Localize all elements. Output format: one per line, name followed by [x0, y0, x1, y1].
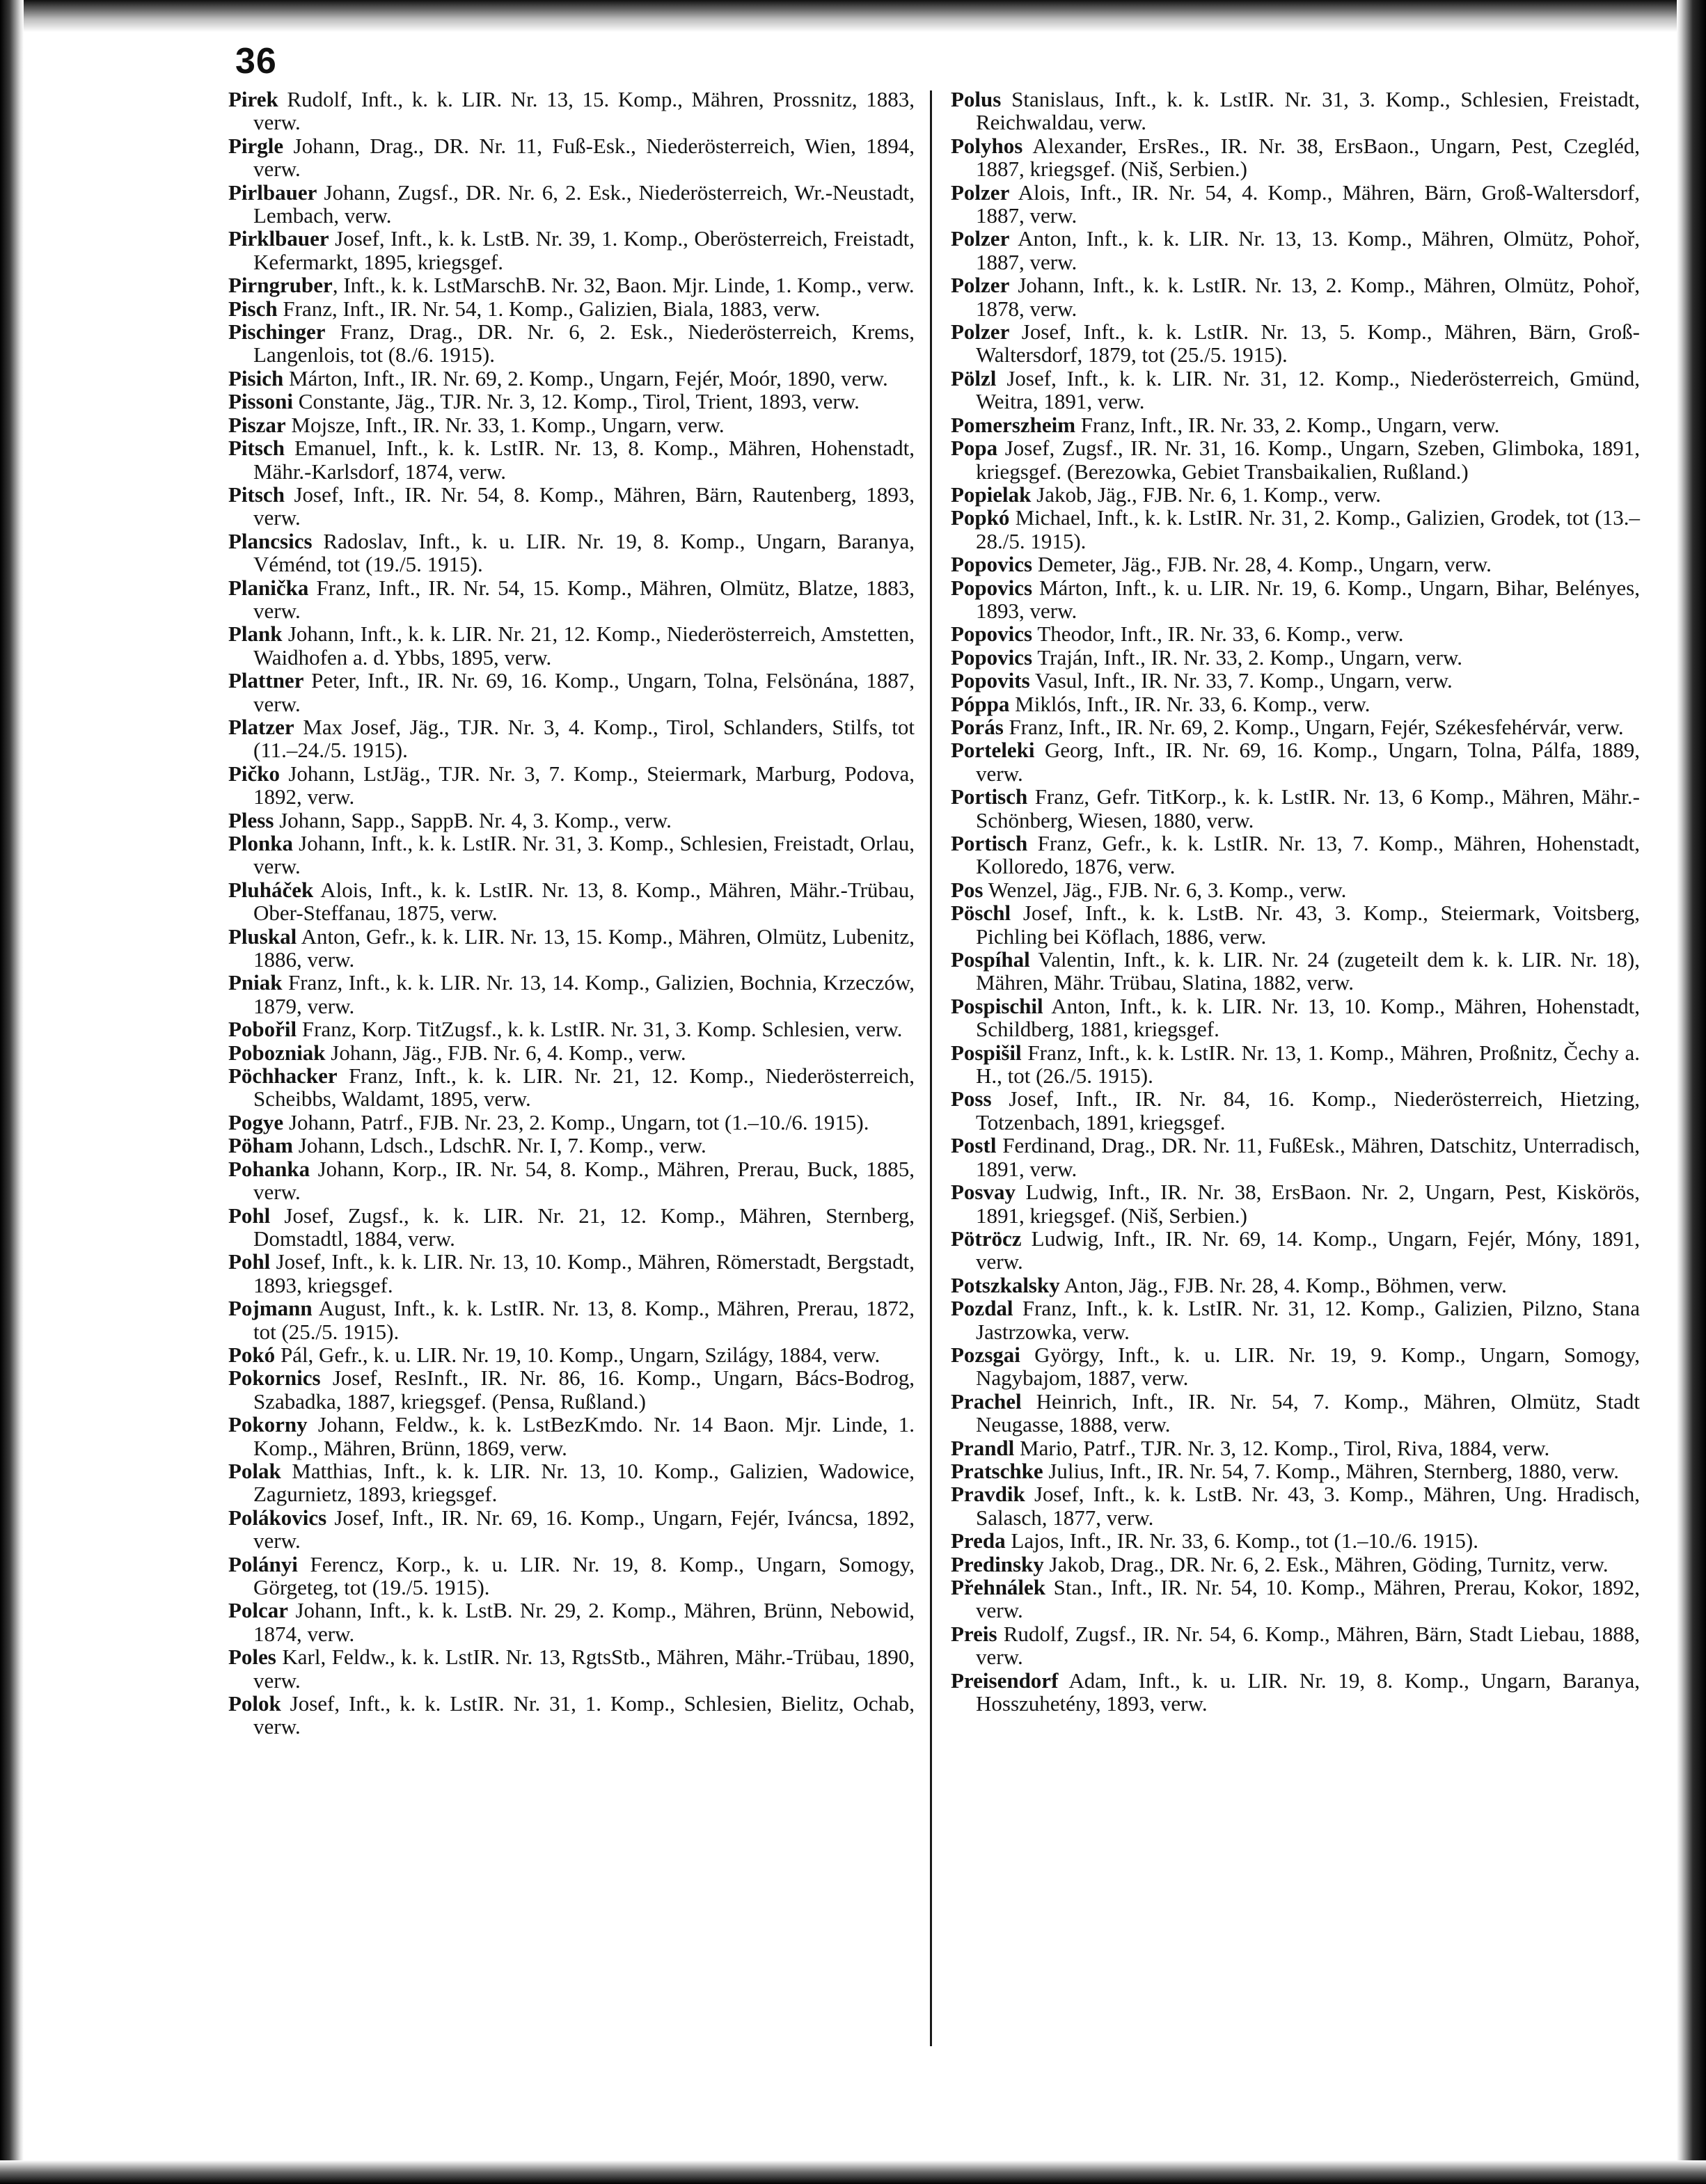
- left-column: [228, 88, 915, 1739]
- entry-surname: Popovics: [951, 622, 1033, 647]
- entry-details: Theodor, Inft., IR. Nr. 33, 6. Komp., verw.: [1032, 622, 1404, 647]
- entry-surname: Porteleki: [951, 738, 1035, 763]
- entry-surname: Polcar: [228, 1598, 289, 1623]
- list-entry: [951, 832, 1640, 878]
- list-entry: [951, 1482, 1640, 1529]
- entry-details: Franz, Gefr. TitKorp., k. k. LstIR. Nr. 13, 6 Komp., Mähren, Mähr.-Schönberg, Wiesen, 1880, verw.: [976, 784, 1640, 832]
- list-entry: [951, 367, 1640, 413]
- entry-surname: Polus: [951, 87, 1002, 111]
- entry-surname: Pitsch: [228, 482, 285, 507]
- entry-surname: Postl: [951, 1133, 997, 1158]
- entry-details: Josef, Inft., k. k. LstIR. Nr. 13, 5. Komp., Mähren, Bärn, Groß-Waltersdorf, 1879, tot (25./5. 1915).: [976, 319, 1640, 367]
- entry-details: Rudolf, Inft., k. k. LIR. Nr. 13, 15. Komp., Mähren, Prossnitz, 1883, verw.: [253, 87, 915, 135]
- entry-details: Alois, Inft., IR. Nr. 54, 4. Komp., Mähren, Bärn, Groß-Waltersdorf, 1887, verw.: [976, 180, 1640, 228]
- list-entry: [228, 1041, 915, 1064]
- list-entry: [228, 669, 915, 715]
- entry-details: Peter, Inft., IR. Nr. 69, 16. Komp., Ungarn, Tolna, Felsönána, 1887, verw.: [253, 668, 915, 716]
- list-entry: [951, 901, 1640, 948]
- entry-surname: Popielak: [951, 482, 1032, 507]
- list-entry: [951, 669, 1640, 692]
- list-entry: [951, 1437, 1640, 1459]
- entry-surname: Predinsky: [951, 1551, 1044, 1576]
- entry-surname: Plattner: [228, 668, 304, 693]
- entry-details: , Inft., k. k. LstMarschB. Nr. 32, Baon. Mjr. Linde, 1. Komp., verw.: [332, 273, 915, 298]
- list-entry: [951, 785, 1640, 832]
- list-entry: [228, 1250, 915, 1297]
- list-entry: [951, 274, 1640, 320]
- list-entry: [228, 1343, 915, 1366]
- entry-surname: Pluskal: [228, 924, 297, 949]
- entry-surname: Prandl: [951, 1435, 1015, 1460]
- entry-details: Johann, Jäg., FJB. Nr. 6, 4. Komp., verw.: [325, 1040, 686, 1065]
- entry-details: Constante, Jäg., TJR. Nr. 3, 12. Komp., Tirol, Trient, 1893, verw.: [293, 389, 860, 414]
- entry-details: Josef, Inft., k. k. LIR. Nr. 31, 12. Komp., Niederösterreich, Gmünd, Weitra, 1891, verw.: [976, 365, 1640, 414]
- entry-surname: Platzer: [228, 714, 294, 739]
- entry-surname: Polányi: [228, 1551, 298, 1576]
- list-entry: [228, 88, 915, 134]
- entry-details: Johann, Feldw., k. k. LstBezKmdo. Nr. 14 Baon. Mjr. Linde, 1. Komp., Mähren, Brünn, 1869, verw.: [253, 1412, 915, 1460]
- list-entry: [228, 1134, 915, 1157]
- list-entry: [951, 1087, 1640, 1134]
- scan-shadow-right: [1677, 0, 1706, 2184]
- entry-details: Franz, Inft., IR. Nr. 69, 2. Komp., Ungarn, Fejér, Székesfehérvár, verw.: [1003, 714, 1624, 739]
- list-entry: [951, 995, 1640, 1041]
- list-entry: [228, 134, 915, 181]
- entry-details: Pál, Gefr., k. u. LIR. Nr. 19, 10. Komp., Ungarn, Szilágy, 1884, verw.: [275, 1342, 880, 1367]
- entry-details: Miklós, Inft., IR. Nr. 33, 6. Komp., verw.: [1009, 691, 1371, 716]
- entry-details: Franz, Inft., k. k. LstIR. Nr. 13, 1. Komp., Mähren, Proßnitz, Čechy a. H., tot (26./5. 1915).: [976, 1040, 1640, 1089]
- entry-details: Alexander, ErsRes., IR. Nr. 38, ErsBaon., Ungarn, Pest, Czegléd, 1887, kriegsgef. (Niš, Serbien.): [976, 133, 1640, 182]
- scan-shadow-bottom: [0, 2160, 1706, 2184]
- list-entry: [951, 1343, 1640, 1390]
- entry-details: Emanuel, Inft., k. k. LstIR. Nr. 13, 8. Komp., Mähren, Hohenstadt, Mähr.-Karlsdorf, 1874, verw.: [253, 436, 915, 484]
- entry-surname: Pöham: [228, 1133, 293, 1158]
- list-entry: [951, 1576, 1640, 1622]
- list-entry: [951, 1622, 1640, 1669]
- list-entry: [951, 436, 1640, 483]
- list-entry: [228, 1692, 915, 1739]
- list-entry: [228, 925, 915, 972]
- list-entry: [951, 1041, 1640, 1088]
- entry-details: Ludwig, Inft., IR. Nr. 69, 14. Komp., Ungarn, Fejér, Móny, 1891, verw.: [976, 1226, 1640, 1274]
- list-entry: [228, 878, 915, 925]
- list-entry: [951, 483, 1640, 506]
- entry-details: Franz, Inft., k. k. LIR. Nr. 13, 14. Komp., Galizien, Bochnia, Krzeczów, 1879, verw.: [253, 970, 915, 1018]
- entry-details: Vasul, Inft., IR. Nr. 33, 7. Komp., Ungarn, verw.: [1029, 668, 1453, 693]
- entry-details: Johann, Inft., k. k. LstIR. Nr. 13, 2. Komp., Mähren, Olmütz, Pohoř, 1878, verw.: [976, 273, 1640, 321]
- list-entry: [228, 227, 915, 274]
- list-entry: [228, 1064, 915, 1111]
- list-entry: [951, 738, 1640, 785]
- entry-surname: Preis: [951, 1621, 997, 1646]
- entry-surname: Planička: [228, 575, 309, 600]
- entry-details: Anton, Inft., k. k. LIR. Nr. 13, 10. Komp., Mähren, Hohenstadt, Schildberg, 1881, kriegsgef.: [976, 993, 1640, 1042]
- entry-details: Johann, Drag., DR. Nr. 11, Fuß-Esk., Niederösterreich, Wien, 1894, verw.: [253, 133, 915, 182]
- list-entry: [951, 181, 1640, 228]
- entry-details: Josef, Zugsf., IR. Nr. 31, 16. Komp., Ungarn, Szeben, Glimboka, 1891, kriegsgef. (Berezowka, Gebiet Transbaikalien, Rußland.): [976, 436, 1640, 484]
- entry-surname: Pohl: [228, 1203, 271, 1228]
- entry-details: Mario, Patrf., TJR. Nr. 3, 12. Komp., Tirol, Riva, 1884, verw.: [1014, 1435, 1550, 1460]
- entry-surname: Pobozniak: [228, 1040, 326, 1065]
- entry-surname: Pravdik: [951, 1482, 1025, 1507]
- entry-details: Valentin, Inft., k. k. LIR. Nr. 24 (zugeteilt dem k. k. LIR. Nr. 18), Mähren, Mähr. Trübau, Slatina, 1882, verw.: [976, 947, 1640, 995]
- entry-details: Josef, Inft., IR. Nr. 84, 16. Komp., Niederösterreich, Hietzing, Totzenbach, 1891, kriegsgef.: [976, 1086, 1640, 1134]
- list-entry: [951, 715, 1640, 738]
- entry-surname: Pobořil: [228, 1017, 297, 1042]
- entry-surname: Plonka: [228, 831, 294, 855]
- entry-details: Johann, Patrf., FJB. Nr. 23, 2. Komp., Ungarn, tot (1.–10./6. 1915).: [283, 1109, 869, 1134]
- list-entry: [951, 693, 1640, 715]
- entry-surname: Pohl: [228, 1249, 271, 1274]
- list-entry: [951, 227, 1640, 274]
- entry-details: Stan., Inft., IR. Nr. 54, 10. Komp., Mähren, Prerau, Kokor, 1892, verw.: [976, 1575, 1640, 1623]
- entry-surname: Prachel: [951, 1388, 1022, 1414]
- entry-surname: Pisich: [228, 365, 284, 390]
- entry-details: Max Josef, Jäg., TJR. Nr. 3, 4. Komp., Tirol, Schlanders, Stilfs, tot (11.–24./5. 1915).: [253, 714, 915, 763]
- list-entry: [228, 715, 915, 762]
- list-entry: [228, 413, 915, 436]
- list-entry: [951, 1459, 1640, 1482]
- entry-details: Franz, Inft., k. k. LIR. Nr. 21, 12. Komp., Niederösterreich, Scheibbs, Waldamt, 1895, verw.: [253, 1063, 915, 1111]
- list-entry: [228, 1599, 915, 1645]
- entry-surname: Preisendorf: [951, 1668, 1059, 1693]
- entry-details: Johann, LstJäg., TJR. Nr. 3, 7. Komp., Steiermark, Marburg, Podova, 1892, verw.: [253, 761, 915, 809]
- entry-surname: Poss: [951, 1086, 992, 1111]
- entry-details: Wenzel, Jäg., FJB. Nr. 6, 3. Komp., verw.: [983, 877, 1347, 902]
- entry-surname: Pirngruber: [228, 273, 333, 298]
- entry-surname: Porás: [951, 714, 1004, 739]
- list-entry: [951, 622, 1640, 645]
- entry-details: Radoslav, Inft., k. u. LIR. Nr. 19, 8. Komp., Ungarn, Baranya, Véménd, tot (19./5. 1915).: [253, 528, 915, 577]
- entry-surname: Popovics: [951, 552, 1033, 577]
- entry-details: Anton, Gefr., k. k. LIR. Nr. 13, 15. Komp., Mähren, Olmütz, Lubenitz, 1886, verw.: [253, 924, 915, 972]
- entry-details: Matthias, Inft., k. k. LIR. Nr. 13, 10. Komp., Galizien, Wadowice, Zagurnietz, 1893, kriegsgef.: [253, 1458, 915, 1507]
- entry-surname: Polok: [228, 1691, 281, 1716]
- entry-details: Johann, Korp., IR. Nr. 54, 8. Komp., Mähren, Prerau, Buck, 1885, verw.: [253, 1156, 915, 1205]
- entry-details: Márton, Inft., k. u. LIR. Nr. 19, 6. Komp., Ungarn, Bihar, Belényes, 1893, verw.: [976, 575, 1640, 623]
- entry-surname: Pirgle: [228, 133, 284, 158]
- list-entry: [951, 134, 1640, 181]
- entry-surname: Pöschl: [951, 901, 1011, 926]
- entry-details: Franz, Korp. TitZugsf., k. k. LstIR. Nr. 31, 3. Komp. Schlesien, verw.: [297, 1017, 903, 1042]
- entry-details: Josef, Zugsf., k. k. LIR. Nr. 21, 12. Komp., Mähren, Sternberg, Domstadtl, 1884, verw.: [253, 1203, 915, 1251]
- list-entry: [228, 1645, 915, 1692]
- list-entry: [228, 320, 915, 367]
- entry-details: Johann, Inft., k. k. LstB. Nr. 29, 2. Komp., Mähren, Brünn, Nebowid, 1874, verw.: [253, 1598, 915, 1646]
- entry-details: Márton, Inft., IR. Nr. 69, 2. Komp., Ungarn, Fejér, Moór, 1890, verw.: [283, 365, 888, 390]
- list-entry: [228, 576, 915, 623]
- entry-surname: Potszkalsky: [951, 1272, 1060, 1297]
- entry-details: Franz, Gefr., k. k. LstIR. Nr. 13, 7. Komp., Mähren, Hohenstadt, Kolloredo, 1876, verw.: [976, 831, 1640, 879]
- entry-surname: Pissoni: [228, 389, 294, 414]
- scan-shadow-top: [0, 0, 1706, 32]
- list-entry: [951, 1134, 1640, 1180]
- list-entry: [228, 390, 915, 413]
- list-entry: [228, 1157, 915, 1204]
- entry-details: Josef, Inft., IR. Nr. 69, 16. Komp., Ungarn, Fejér, Iváncsa, 1892, verw.: [253, 1505, 915, 1553]
- entry-details: Johann, Inft., k. k. LIR. Nr. 21, 12. Komp., Niederösterreich, Amstetten, Waidhofen a. d. Ybbs, 1895, verw.: [253, 622, 915, 670]
- list-entry: [951, 576, 1640, 623]
- entry-surname: Pohanka: [228, 1156, 310, 1181]
- list-entry: [951, 1227, 1640, 1274]
- entry-details: Franz, Inft., IR. Nr. 54, 1. Komp., Galizien, Biala, 1883, verw.: [277, 296, 821, 321]
- entry-details: August, Inft., k. k. LstIR. Nr. 13, 8. Komp., Mähren, Prerau, 1872, tot (25./5. 1915).: [253, 1296, 915, 1344]
- entry-details: Josef, Inft., k. k. LstB. Nr. 39, 1. Komp., Oberösterreich, Freistadt, Kefermarkt, 1895, kriegsgef.: [253, 226, 915, 274]
- entry-details: Alois, Inft., k. k. LstIR. Nr. 13, 8. Komp., Mähren, Mähr.-Trübau, Ober-Steffanau, 1875, verw.: [253, 877, 915, 926]
- entry-details: Franz, Inft., k. k. LstIR. Nr. 31, 12. Komp., Galizien, Pilzno, Stana Jastrzowka, verw.: [976, 1296, 1640, 1344]
- entry-details: Stanislaus, Inft., k. k. LstIR. Nr. 31, 3. Komp., Schlesien, Freistadt, Reichwaldau, verw.: [976, 87, 1640, 135]
- entry-surname: Pniak: [228, 970, 283, 995]
- list-entry: [951, 1669, 1640, 1716]
- list-entry: [228, 274, 915, 296]
- list-entry: [951, 646, 1640, 669]
- list-entry: [951, 1390, 1640, 1437]
- entry-surname: Posvay: [951, 1180, 1016, 1205]
- entry-surname: Pischinger: [228, 319, 326, 345]
- entry-surname: Preda: [951, 1528, 1006, 1553]
- entry-details: Ferdinand, Drag., DR. Nr. 11, FußEsk., Mähren, Datschitz, Unterradisch, 1891, verw.: [976, 1133, 1640, 1181]
- list-entry: [228, 1297, 915, 1343]
- entry-details: Josef, Inft., k. k. LstIR. Nr. 31, 1. Komp., Schlesien, Bielitz, Ochab, verw.: [253, 1691, 915, 1739]
- entry-details: Josef, Inft., k. k. LIR. Nr. 13, 10. Komp., Mähren, Römerstadt, Bergstadt, 1893, kriegsgef.: [253, 1249, 915, 1297]
- list-entry: [228, 530, 915, 576]
- entry-surname: Pratschke: [951, 1458, 1043, 1483]
- entry-surname: Plank: [228, 622, 283, 647]
- entry-details: Johann, Sapp., SappB. Nr. 4, 3. Komp., verw.: [274, 807, 672, 832]
- entry-details: Mojsze, Inft., IR. Nr. 33, 1. Komp., Ungarn, verw.: [285, 412, 725, 437]
- entry-details: Johann, Zugsf., DR. Nr. 6, 2. Esk., Niederösterreich, Wr.-Neustadt, Lembach, verw.: [253, 180, 915, 228]
- entry-details: Adam, Inft., k. u. LIR. Nr. 19, 8. Komp., Ungarn, Baranya, Hosszuhetény, 1893, verw.: [976, 1668, 1640, 1716]
- list-entry: [951, 1297, 1640, 1343]
- entry-surname: Pölzl: [951, 365, 997, 390]
- page-number: 36: [235, 41, 277, 81]
- entry-details: Johann, Inft., k. k. LstIR. Nr. 31, 3. Komp., Schlesien, Freistadt, Orlau, verw.: [253, 831, 915, 879]
- right-column: [951, 88, 1640, 1715]
- entry-surname: Pokorny: [228, 1412, 308, 1437]
- entry-surname: Polzer: [951, 226, 1010, 251]
- list-entry: [951, 948, 1640, 995]
- entry-surname: Plancsics: [228, 528, 313, 553]
- entry-surname: Pitsch: [228, 436, 285, 461]
- entry-surname: Popovics: [951, 644, 1033, 670]
- entry-details: Georg, Inft., IR. Nr. 69, 16. Komp., Ungarn, Tolna, Pálfa, 1889, verw.: [976, 738, 1640, 786]
- list-entry: [951, 1553, 1640, 1576]
- list-entry: [951, 1529, 1640, 1552]
- entry-surname: Pospischil: [951, 993, 1043, 1018]
- entry-surname: Pospíhal: [951, 947, 1030, 972]
- list-entry: [951, 553, 1640, 576]
- list-entry: [228, 1459, 915, 1506]
- entry-surname: Přehnálek: [951, 1575, 1046, 1599]
- entry-details: György, Inft., k. u. LIR. Nr. 19, 9. Komp., Ungarn, Somogy, Nagybajom, 1887, verw.: [976, 1342, 1640, 1391]
- list-entry: [228, 1111, 915, 1134]
- entry-surname: Polzer: [951, 273, 1010, 298]
- entry-surname: Pirklbauer: [228, 226, 329, 251]
- entry-details: Anton, Jäg., FJB. Nr. 28, 4. Komp., Böhmen, verw.: [1059, 1272, 1507, 1297]
- list-entry: [951, 320, 1640, 367]
- list-entry: [228, 622, 915, 669]
- list-entry: [951, 878, 1640, 901]
- entry-surname: Polzer: [951, 319, 1010, 345]
- entry-surname: Pokó: [228, 1342, 276, 1367]
- entry-details: Franz, Inft., IR. Nr. 54, 15. Komp., Mähren, Olmütz, Blatze, 1883, verw.: [253, 575, 915, 623]
- entry-details: Ferencz, Korp., k. u. LIR. Nr. 19, 8. Komp., Ungarn, Somogy, Görgeteg, tot (19./5. 1915).: [253, 1551, 915, 1599]
- list-entry: [228, 1413, 915, 1459]
- list-entry: [951, 1274, 1640, 1297]
- entry-surname: Polzer: [951, 180, 1010, 205]
- list-entry: [951, 506, 1640, 553]
- entry-details: Josef, ResInft., IR. Nr. 86, 16. Komp., Ungarn, Bács-Bodrog, Szabadka, 1887, kriegsgef. (Pensa, Rußland.): [253, 1366, 915, 1414]
- entry-details: Josef, Inft., IR. Nr. 54, 8. Komp., Mähren, Bärn, Rautenberg, 1893, verw.: [253, 482, 915, 530]
- entry-surname: Polak: [228, 1458, 281, 1483]
- entry-surname: Pirek: [228, 87, 278, 111]
- entry-details: Demeter, Jäg., FJB. Nr. 28, 4. Komp., Ungarn, verw.: [1032, 552, 1492, 577]
- list-entry: [228, 483, 915, 530]
- entry-details: Karl, Feldw., k. k. LstIR. Nr. 13, RgtsStb., Mähren, Mähr.-Trübau, 1890, verw.: [253, 1645, 915, 1693]
- list-entry: [228, 762, 915, 809]
- entry-surname: Pozsgai: [951, 1342, 1020, 1367]
- entry-surname: Pospišil: [951, 1040, 1022, 1065]
- entry-details: Michael, Inft., k. k. LstIR. Nr. 31, 2. Komp., Galizien, Grodek, tot (13.–28./5. 1915).: [976, 505, 1640, 553]
- entry-surname: Pičko: [228, 761, 281, 786]
- entry-details: Jakob, Jäg., FJB. Nr. 6, 1. Komp., verw.: [1031, 482, 1381, 507]
- entry-surname: Popa: [951, 436, 998, 461]
- list-entry: [228, 436, 915, 483]
- entry-surname: Pluháček: [228, 877, 314, 902]
- entry-details: Lajos, Inft., IR. Nr. 33, 6. Komp., tot (1.–10./6. 1915).: [1005, 1528, 1479, 1553]
- entry-details: Josef, Inft., k. k. LstB. Nr. 43, 3. Komp., Mähren, Ung. Hradisch, Salasch, 1877, verw.: [976, 1482, 1640, 1530]
- entry-details: Johann, Ldsch., LdschR. Nr. I, 7. Komp., verw.: [293, 1133, 706, 1158]
- entry-surname: Popovits: [951, 668, 1030, 693]
- entry-surname: Popovics: [951, 575, 1033, 600]
- entry-surname: Portisch: [951, 831, 1028, 855]
- entry-surname: Póppa: [951, 691, 1010, 716]
- list-entry: [951, 413, 1640, 436]
- list-entry: [228, 181, 915, 228]
- entry-surname: Pomerszheim: [951, 412, 1076, 437]
- entry-surname: Pokornics: [228, 1366, 321, 1391]
- entry-surname: Pirlbauer: [228, 180, 317, 205]
- entry-details: Traján, Inft., IR. Nr. 33, 2. Komp., Ungarn, verw.: [1032, 644, 1463, 670]
- entry-details: Jakob, Drag., DR. Nr. 6, 2. Esk., Mähren, Göding, Turnitz, verw.: [1043, 1551, 1609, 1576]
- entry-surname: Piszar: [228, 412, 286, 437]
- entry-details: Rudolf, Zugsf., IR. Nr. 54, 6. Komp., Mähren, Bärn, Stadt Liebau, 1888, verw.: [976, 1621, 1640, 1670]
- entry-details: Josef, Inft., k. k. LstB. Nr. 43, 3. Komp., Steiermark, Voitsberg, Pichling bei Köflach, 1886, verw.: [976, 901, 1640, 949]
- list-entry: [951, 88, 1640, 134]
- entry-surname: Pless: [228, 807, 274, 832]
- list-entry: [228, 1553, 915, 1599]
- entry-surname: Pojmann: [228, 1296, 313, 1321]
- entry-surname: Pos: [951, 877, 984, 902]
- entry-surname: Pozdal: [951, 1296, 1013, 1321]
- list-entry: [228, 809, 915, 832]
- entry-details: Heinrich, Inft., IR. Nr. 54, 7. Komp., Mähren, Olmütz, Stadt Neugasse, 1888, verw.: [976, 1388, 1640, 1437]
- entry-surname: Pogye: [228, 1109, 284, 1134]
- list-entry: [228, 1018, 915, 1040]
- entry-surname: Popkó: [951, 505, 1010, 530]
- entry-surname: Polyhos: [951, 133, 1023, 158]
- list-entry: [228, 1204, 915, 1251]
- entry-surname: Pöchhacker: [228, 1063, 338, 1089]
- entry-details: Franz, Drag., DR. Nr. 6, 2. Esk., Niederösterreich, Krems, Langenlois, tot (8./6. 1915).: [253, 319, 915, 367]
- entry-surname: Poles: [228, 1645, 276, 1670]
- list-entry: [228, 297, 915, 320]
- scan-shadow-left: [0, 0, 24, 2184]
- entry-details: Anton, Inft., k. k. LIR. Nr. 13, 13. Komp., Mähren, Olmütz, Pohoř, 1887, verw.: [976, 226, 1640, 274]
- entry-surname: Polákovics: [228, 1505, 327, 1530]
- list-entry: [228, 1366, 915, 1413]
- entry-surname: Pötröcz: [951, 1226, 1022, 1251]
- entry-surname: Portisch: [951, 784, 1028, 809]
- column-divider: [930, 90, 932, 2046]
- list-entry: [228, 971, 915, 1018]
- list-entry: [228, 1506, 915, 1553]
- entry-details: Julius, Inft., IR. Nr. 54, 7. Komp., Mähren, Sternberg, 1880, verw.: [1043, 1458, 1620, 1483]
- entry-details: Ludwig, Inft., IR. Nr. 38, ErsBaon. Nr. 2, Ungarn, Pest, Kiskörös, 1891, kriegsgef. (Niš, Serbien.): [976, 1180, 1640, 1228]
- list-entry: [228, 367, 915, 390]
- entry-surname: Pisch: [228, 296, 278, 321]
- entry-details: Franz, Inft., IR. Nr. 33, 2. Komp., Ungarn, verw.: [1075, 412, 1500, 437]
- list-entry: [951, 1180, 1640, 1227]
- list-entry: [228, 832, 915, 878]
